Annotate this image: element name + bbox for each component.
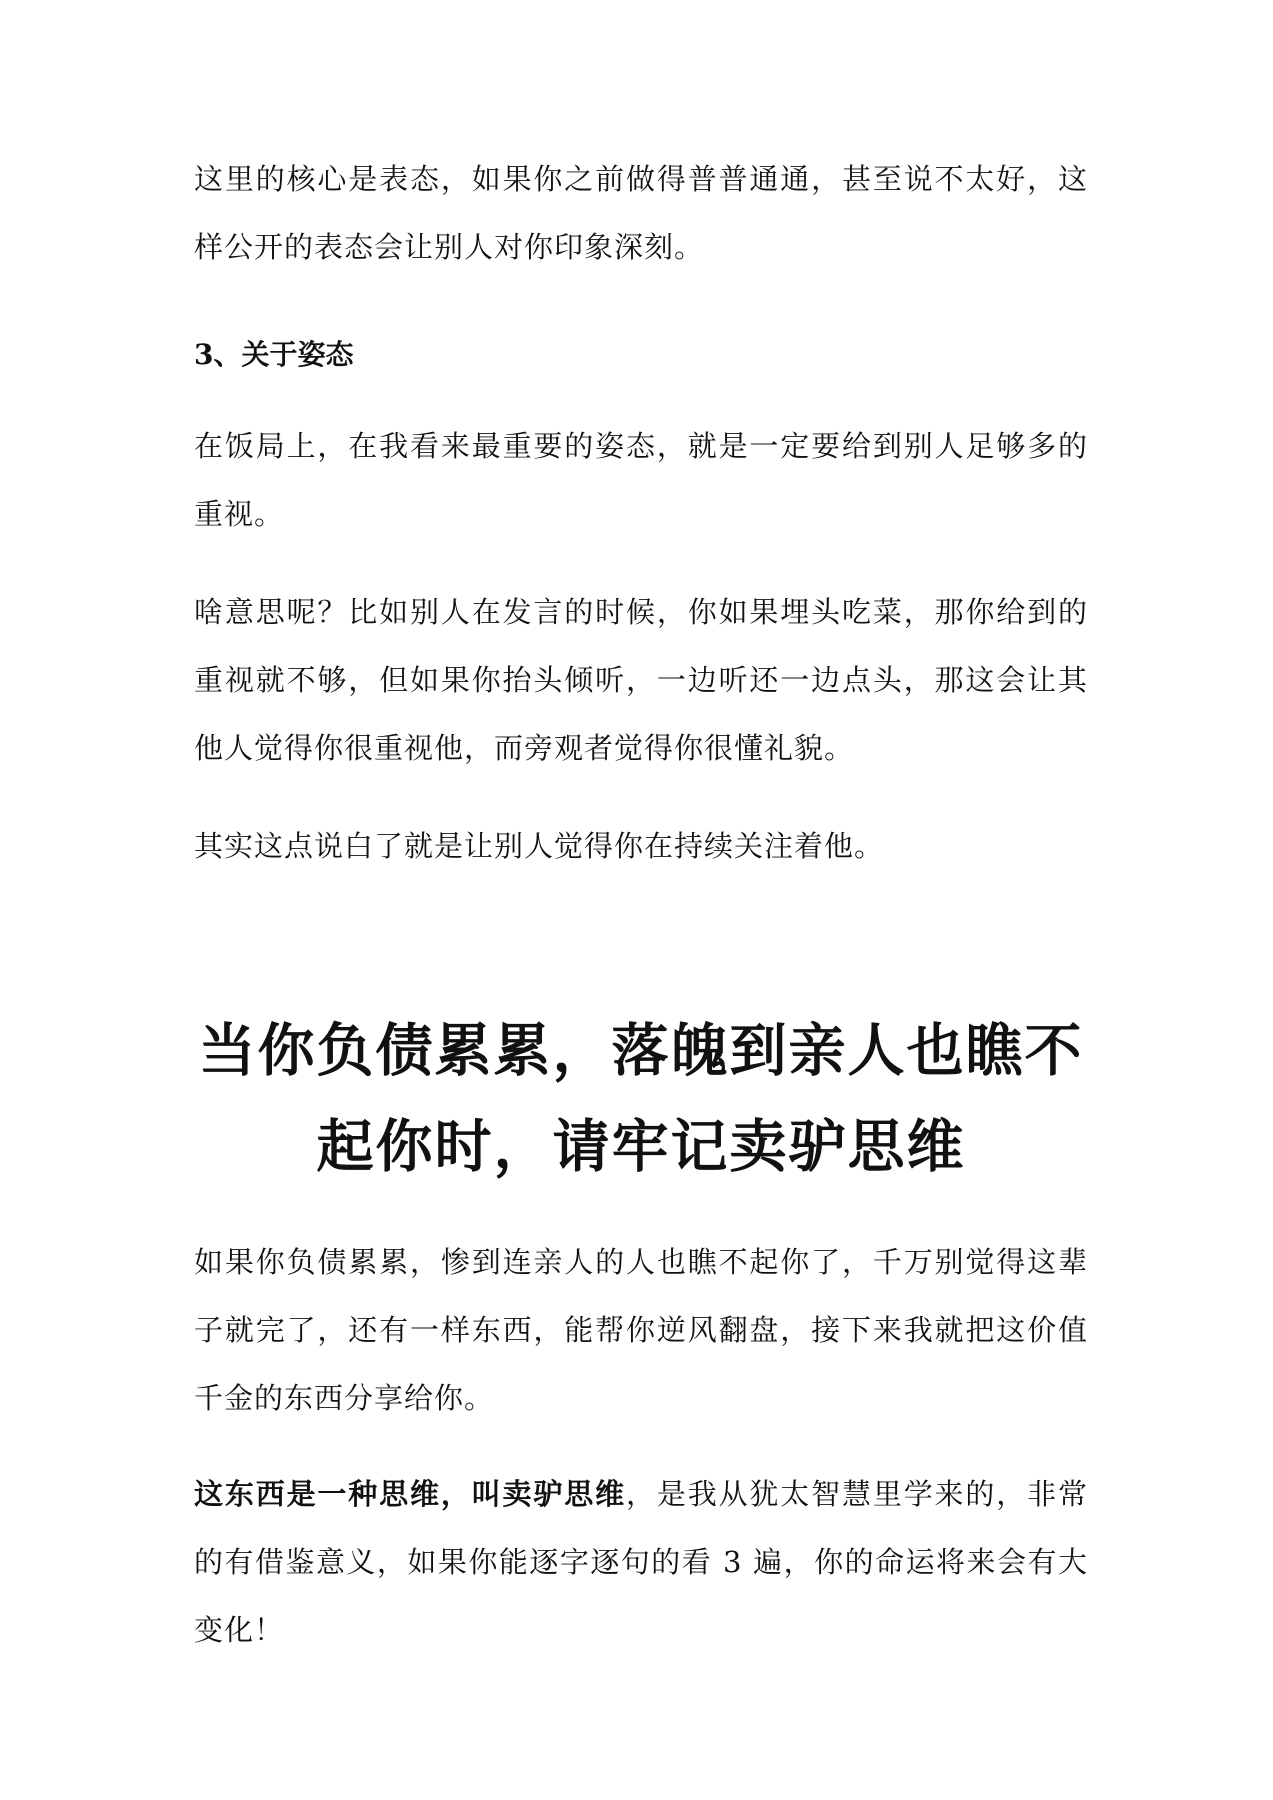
section-3-para-2 xyxy=(194,578,1088,782)
paragraph: 这里的核心是表态，如果你之前做得普普通通，甚至说不太好，这样公开的表态会让别人对你印象深刻。 xyxy=(194,162,1088,264)
paragraph: 啥意思呢？比如别人在发言的时候，你如果埋头吃菜，那你给到的重视就不够，但如果你抬头倾听，一边听还一边点头，那这会让其他人觉得你很重视他，而旁观者觉得你很懂礼貌。 xyxy=(194,595,1088,765)
paragraph-rest: ，是我从犹太智慧里学来的，非常的有借鉴意义，如果你能逐字逐句的看 3 遍，你的命运将来会有大变化！ xyxy=(194,1477,1088,1647)
article-para-1 xyxy=(194,1228,1088,1432)
paragraph: 其实这点说白了就是让别人觉得你在持续关注着他。 xyxy=(194,829,885,863)
article-para-2 xyxy=(194,1460,1088,1664)
article-title-block xyxy=(194,1003,1088,1195)
paragraph: 如果你负债累累，惨到连亲人的人也瞧不起你了，千万别觉得这辈子就完了，还有一样东西，能帮你逆风翻盘，接下来我就把这价值千金的东西分享给你。 xyxy=(194,1245,1088,1415)
section-3-para-1 xyxy=(194,412,1088,548)
article-title: 当你负债累累，落魄到亲人也瞧不起你时，请牢记卖驴思维 xyxy=(198,1018,1084,1180)
paragraph xyxy=(194,1460,1088,1664)
paragraph: 在饭局上，在我看来最重要的姿态，就是一定要给到别人足够多的重视。 xyxy=(194,429,1088,531)
continuation-block xyxy=(194,145,1088,281)
bold-lead-text: 这东西是一种思维，叫卖驴思维 xyxy=(194,1477,626,1511)
section-heading xyxy=(194,335,1088,375)
section-3-para-3 xyxy=(194,812,1088,880)
section-heading-text: 3、关于姿态 xyxy=(194,338,354,371)
